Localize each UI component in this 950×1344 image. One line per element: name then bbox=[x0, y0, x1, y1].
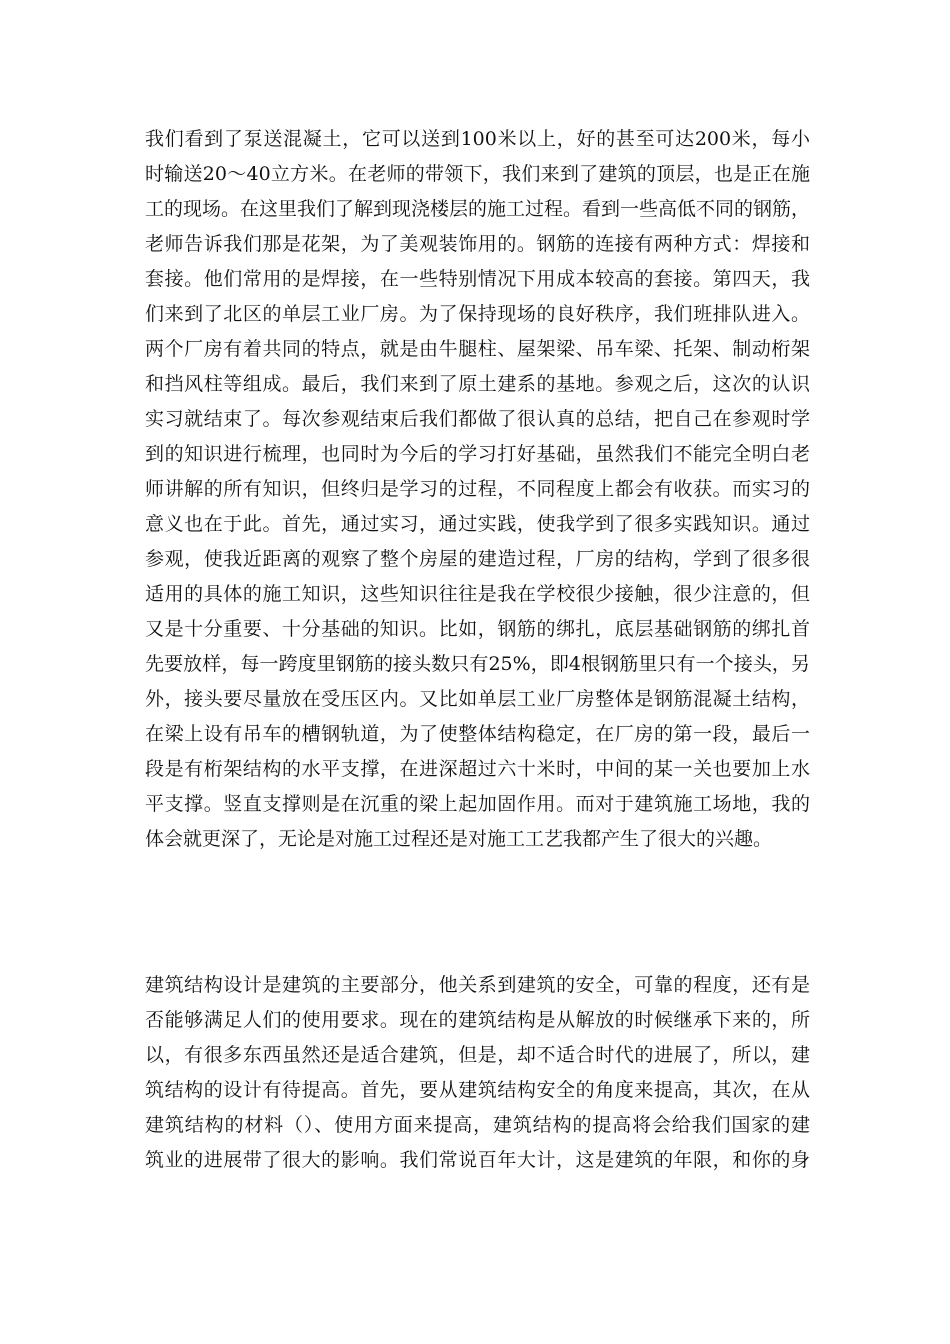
paragraph-line: 参观，使我近距离的观察了整个房屋的建造过程，厂房的结构，学到了很多很 bbox=[145, 548, 810, 570]
paragraph-line: 工的现场。在这里我们了解到现浇楼层的施工过程。看到一些高低不同的钢筋， bbox=[145, 198, 810, 220]
paragraph-line: 我们看到了泵送混凝土，它可以送到100米以上，好的甚至可达200米，每小 bbox=[145, 128, 810, 150]
paragraph-line: 两个厂房有着共同的特点，就是由牛腿柱、屋架梁、吊车梁、托架、制动桁架 bbox=[145, 338, 810, 360]
paragraph-line: 外，接头要尽量放在受压区内。又比如单层工业厂房整体是钢筋混凝土结构， bbox=[145, 688, 810, 710]
paragraph-line: 和挡风柱等组成。最后，我们来到了原土建系的基地。参观之后，这次的认识 bbox=[145, 373, 810, 395]
paragraph-line: 老师告诉我们那是花架，为了美观装饰用的。钢筋的连接有两种方式：焊接和 bbox=[145, 233, 810, 255]
paragraph-line: 以，有很多东西虽然还是适合建筑，但是，却不适合时代的进展了，所以，建 bbox=[145, 1044, 810, 1066]
paragraph-line: 筑结构的设计有待提高。首先，要从建筑结构安全的角度来提高，其次，在从 bbox=[145, 1079, 810, 1101]
paragraph-1 bbox=[145, 122, 810, 857]
paragraph-line: 否能够满足人们的使用要求。现在的建筑结构是从解放的时候继承下来的，所 bbox=[145, 1009, 810, 1031]
paragraph-line: 先要放样，每一跨度里钢筋的接头数只有25%，即4根钢筋里只有一个接头，另 bbox=[145, 653, 810, 675]
paragraph-line: 在梁上设有吊车的槽钢轨道，为了使整体结构稳定，在厂房的第一段，最后一 bbox=[145, 723, 810, 745]
paragraph-line: 建筑结构的材料（）、使用方面来提高，建筑结构的提高将会给我们国家的建 bbox=[145, 1114, 810, 1136]
paragraph-line: 又是十分重要、十分基础的知识。比如，钢筋的绑扎，底层基础钢筋的绑扎首 bbox=[145, 618, 810, 640]
paragraph-line: 平支撑。竖直支撑则是在沉重的梁上起加固作用。而对于建筑施工场地，我的 bbox=[145, 793, 810, 815]
paragraph-line: 段是有桁架结构的水平支撑，在进深超过六十米时，中间的某一关也要加上水 bbox=[145, 758, 810, 780]
paragraph-line: 建筑结构设计是建筑的主要部分，他关系到建筑的安全，可靠的程度，还有是 bbox=[145, 974, 810, 996]
paragraph-line: 师讲解的所有知识，但终归是学习的过程，不同程度上都会有收获。而实习的 bbox=[145, 478, 810, 500]
paragraph-line: 适用的具体的施工知识，这些知识往往是我在学校很少接触，很少注意的，但 bbox=[145, 583, 810, 605]
paragraph-line: 套接。他们常用的是焊接，在一些特别情况下用成本较高的套接。第四天，我 bbox=[145, 268, 810, 290]
paragraph-line: 筑业的进展带了很大的影响。我们常说百年大计，这是建筑的年限，和你的身 bbox=[145, 1149, 810, 1171]
paragraph-line: 意义也在于此。首先，通过实习，通过实践，使我学到了很多实践知识。通过 bbox=[145, 513, 810, 535]
paragraph-line: 到的知识进行梳理，也同时为今后的学习打好基础，虽然我们不能完全明白老 bbox=[145, 443, 810, 465]
paragraph-2 bbox=[145, 968, 810, 1178]
paragraph-line: 体会就更深了，无论是对施工过程还是对施工工艺我都产生了很大的兴趣。 bbox=[145, 828, 773, 850]
paragraph-line: 时输送20～40立方米。在老师的带领下，我们来到了建筑的顶层，也是正在施 bbox=[145, 163, 810, 185]
paragraph-line: 实习就结束了。每次参观结束后我们都做了很认真的总结，把自己在参观时学 bbox=[145, 408, 810, 430]
paragraph-line: 们来到了北区的单层工业厂房。为了保持现场的良好秩序，我们班排队进入。 bbox=[145, 303, 810, 325]
